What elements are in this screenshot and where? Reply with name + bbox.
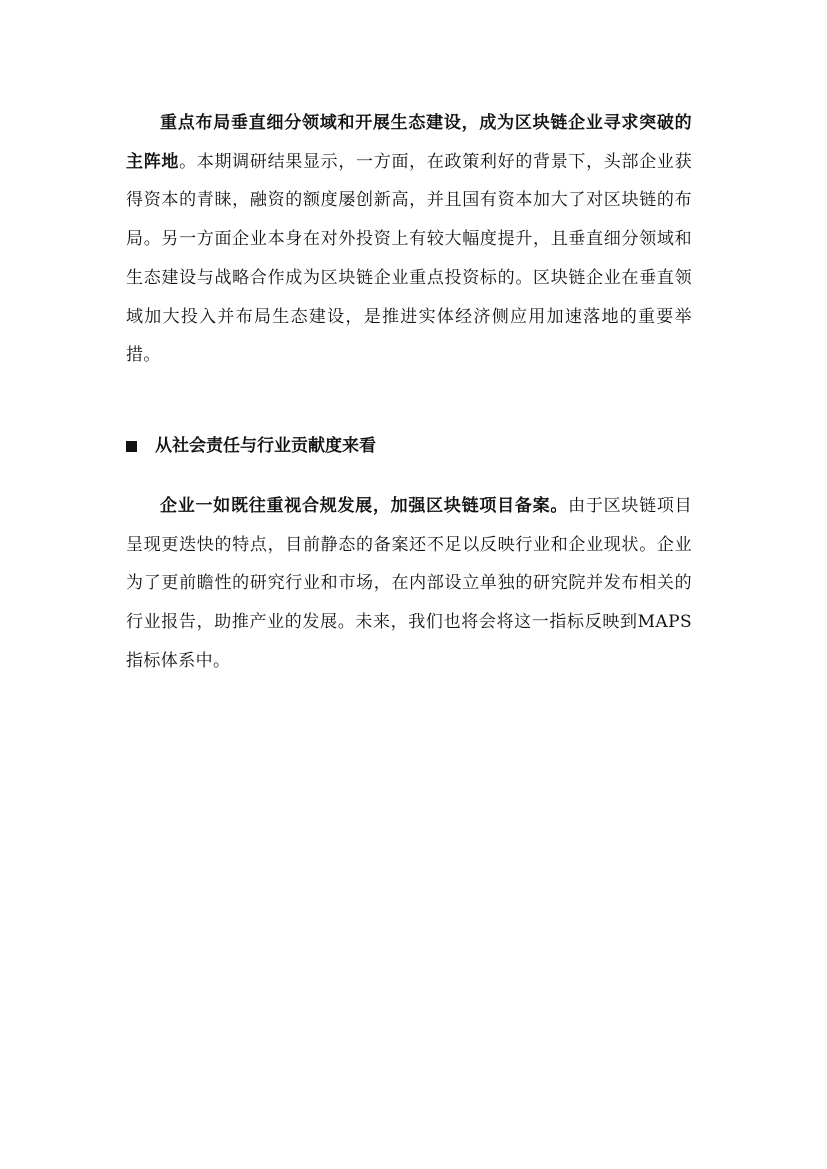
paragraph-compliance [126, 487, 692, 681]
section-heading-text: 从社会责任与行业贡献度来看 [155, 436, 376, 456]
paragraph-lead-text: 重点布局垂直细分领域和开展生态建设，成为区块链企业寻求突破的主阵地 [126, 113, 692, 172]
paragraph-investment [126, 104, 692, 375]
bullet-square-icon [126, 441, 137, 452]
paragraph-lead-text: 企业一如既往重视合规发展，加强区块链项目备案。 [160, 496, 569, 516]
paragraph-body-text: 由于区块链项目呈现更迭快的特点，目前静态的备案还不足以反映行业和企业现状。企业为了更前瞻性的研究行业和市场，在内部设立单独的研究院并发布相关的行业报告，助推产业的发展。未来，我们也将会将这一指标反映到MAPS指标体系中。 [126, 496, 692, 671]
paragraph-body-text: 。本期调研结果显示，一方面，在政策利好的背景下，头部企业获得资本的青睐，融资的额度屡创新高，并且国有资本加大了对区块链的布局。另一方面企业本身在对外投资上有较大幅度提升，且垂直细分领域和生态建设与战略合作成为区块链企业重点投资标的。区块链企业在垂直领域加大投入并布局生态建设，是推进实体经济侧应用加速落地的重要举措。 [126, 151, 692, 366]
section-heading [126, 428, 692, 464]
